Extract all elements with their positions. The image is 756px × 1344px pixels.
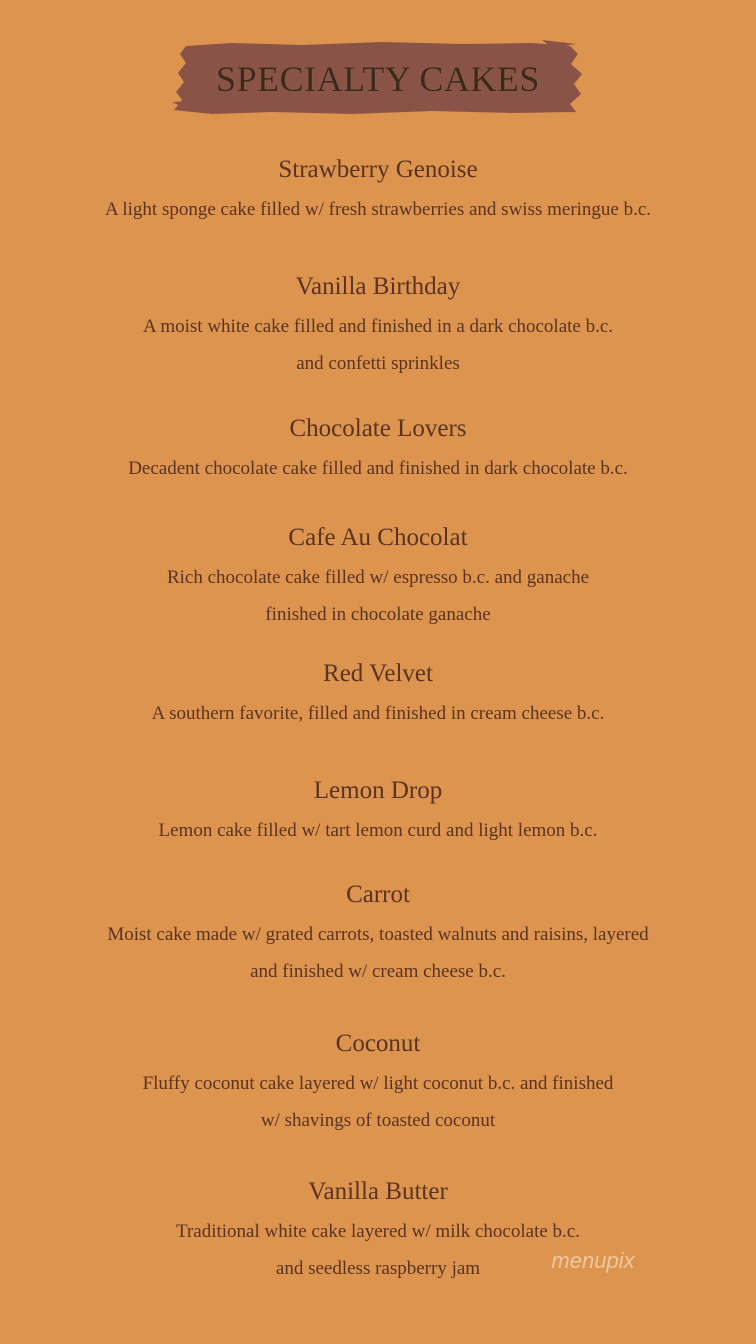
- menu-item: [0, 776, 756, 849]
- description-line: Traditional white cake layered w/ milk chocolate b.c.: [176, 1221, 580, 1242]
- menu-item-description: [0, 308, 756, 382]
- menu-item: [0, 523, 756, 633]
- description-line: A light sponge cake filled w/ fresh strawberries and swiss meringue b.c.: [104, 199, 652, 220]
- menu-item-description: [0, 695, 756, 732]
- menu-item: [0, 1029, 756, 1139]
- description-line: Moist cake made w/ grated carrots, toasted walnuts and raisins, layered: [107, 924, 649, 945]
- menu-item-description: [0, 916, 756, 990]
- description-line: and finished w/ cream cheese b.c.: [250, 961, 506, 982]
- menu-item: [0, 272, 756, 382]
- description-line: w/ shavings of toasted coconut: [260, 1110, 496, 1131]
- watermark-logo: menupix: [551, 1248, 635, 1273]
- menu-item-name: Red Velvet: [323, 660, 433, 687]
- menu-item-name: Chocolate Lovers: [289, 415, 467, 442]
- description-line: A moist white cake filled and finished in a dark chocolate b.c.: [142, 316, 614, 337]
- menu-item-description: [0, 450, 756, 487]
- menu-item: [0, 155, 756, 228]
- title-banner: [172, 40, 584, 116]
- description-line: A southern favorite, filled and finished in cream cheese b.c.: [151, 703, 605, 724]
- page-title: SPECIALTY CAKES: [216, 59, 540, 99]
- menu-item: [0, 659, 756, 732]
- menu-item-description: [0, 191, 756, 228]
- watermark: [518, 1236, 668, 1284]
- menu-item-name: Lemon Drop: [313, 777, 443, 804]
- menu-item-name: Vanilla Butter: [308, 1178, 448, 1205]
- description-line: and seedless raspberry jam: [275, 1258, 481, 1279]
- menu-item-description: [0, 812, 756, 849]
- description-line: Lemon cake filled w/ tart lemon curd and light lemon b.c.: [158, 820, 598, 841]
- menu-item: [0, 414, 756, 487]
- menu-item-name: Carrot: [346, 881, 410, 908]
- menu-item: [0, 880, 756, 990]
- menu-item-description: [0, 559, 756, 633]
- menu-item-name: Vanilla Birthday: [295, 273, 461, 300]
- menu-item-name: Cafe Au Chocolat: [288, 524, 468, 551]
- description-line: Rich chocolate cake filled w/ espresso b.c. and ganache: [166, 567, 590, 588]
- menu-item-description: [0, 1065, 756, 1139]
- description-line: Fluffy coconut cake layered w/ light coconut b.c. and finished: [142, 1073, 614, 1094]
- description-line: Decadent chocolate cake filled and finished in dark chocolate b.c.: [128, 458, 628, 479]
- menu-item-name: Coconut: [335, 1030, 421, 1057]
- menu-item-name: Strawberry Genoise: [278, 156, 478, 183]
- description-line: and confetti sprinkles: [296, 353, 460, 374]
- description-line: finished in chocolate ganache: [265, 604, 491, 625]
